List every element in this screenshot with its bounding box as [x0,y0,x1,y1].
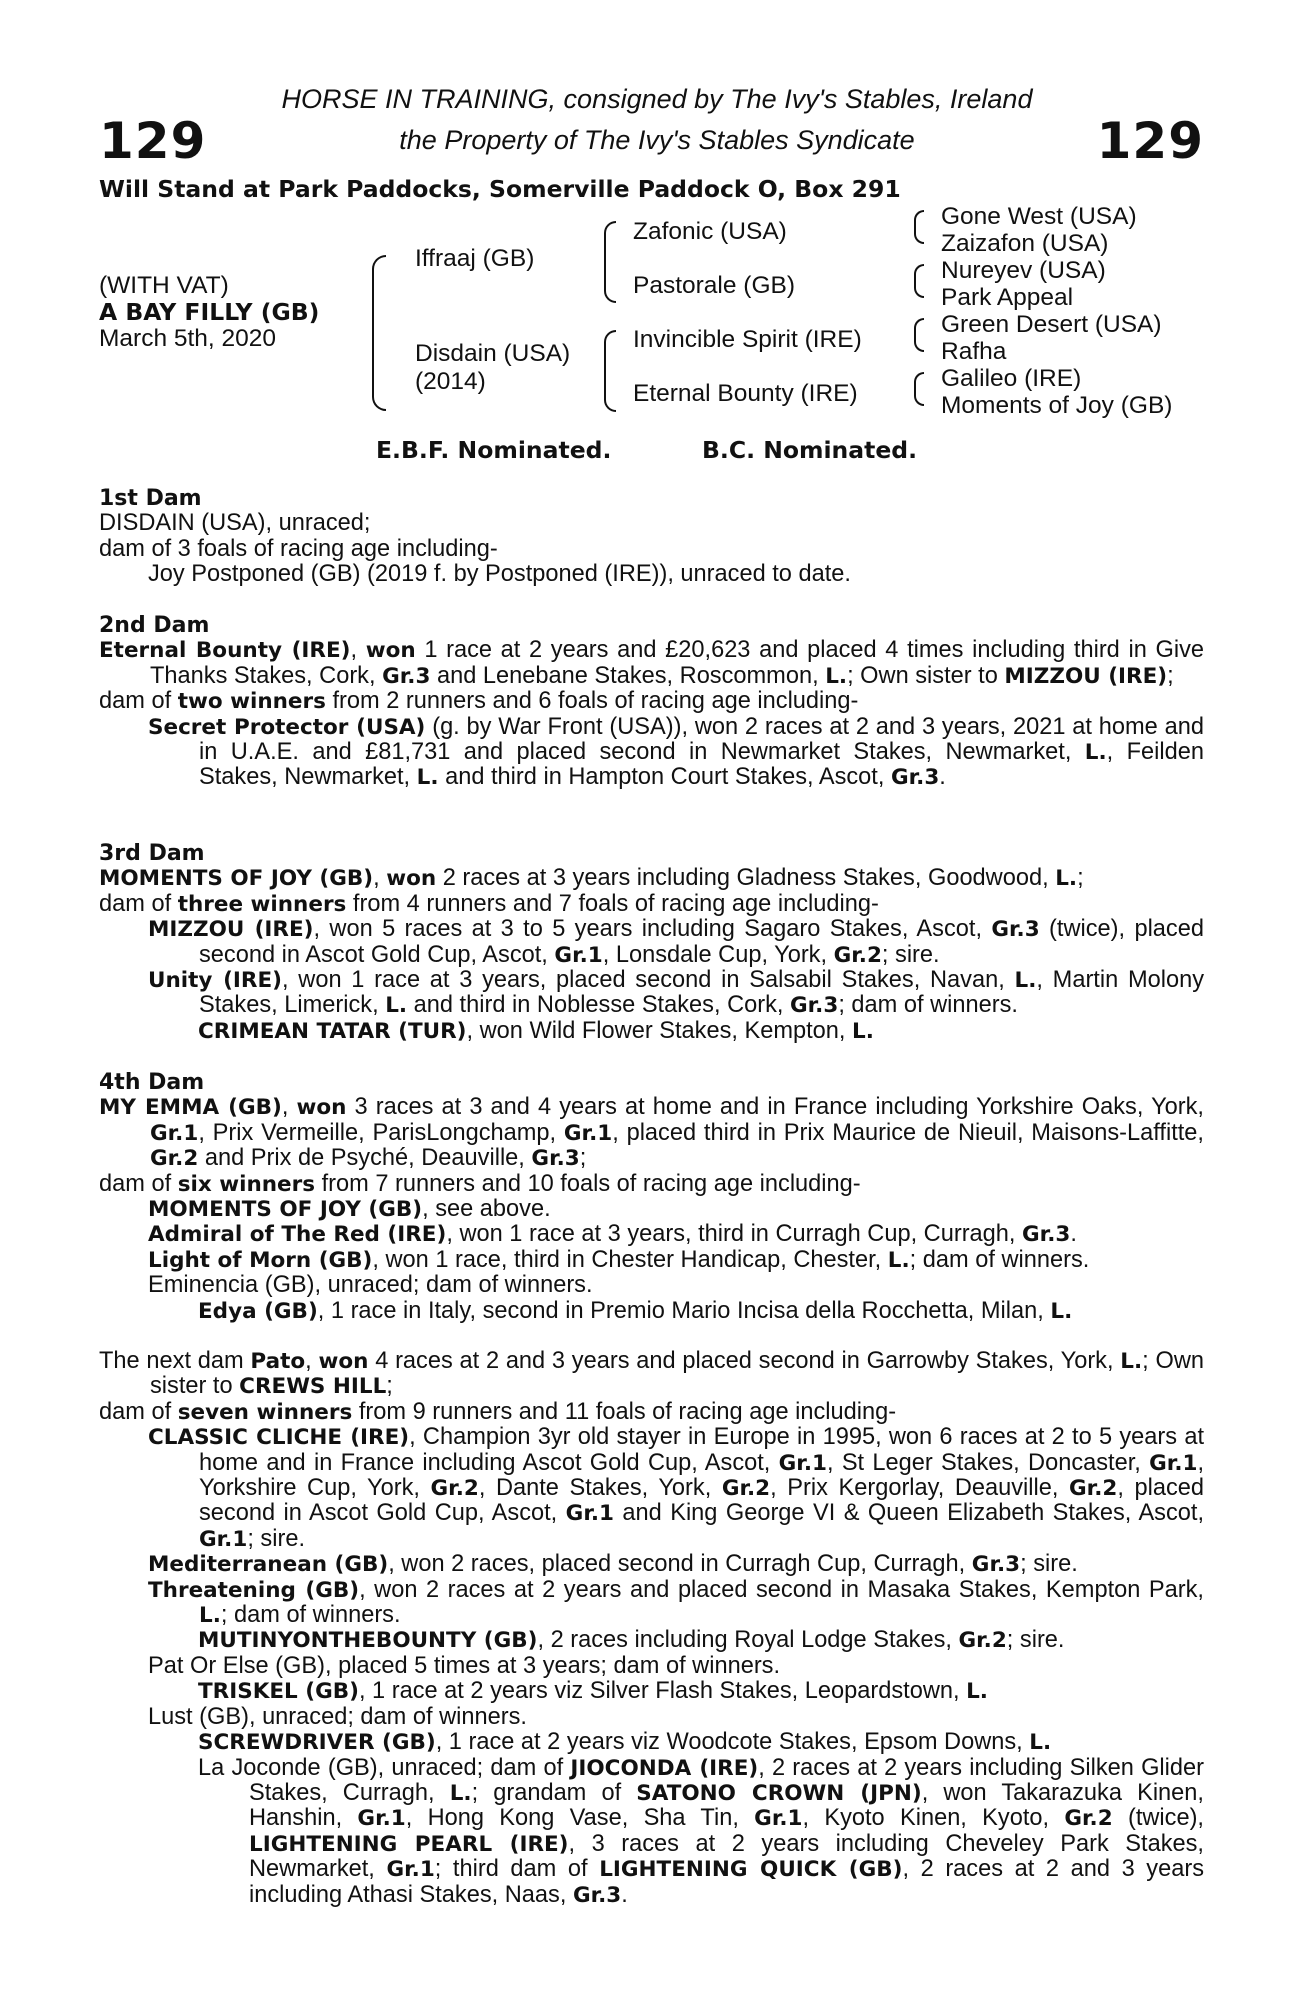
produce-entry: TRISKEL (GB), 1 race at 2 years viz Silver Flash Stakes, Leopardstown, L. [198,1678,988,1705]
gen4-name: Moments of Joy (GB) [941,392,1173,419]
produce-paragraph: dam of two winners from 2 runners and 6 foals of racing age including- [99,688,859,715]
produce-entry: CLASSIC CLICHE (IRE), Champion 3yr old stayer in Europe in 1995, won 6 races at 2 to 5 years at home and in France including Ascot Gold Cup, Ascot, Gr.1, St Leger Stakes, Doncaster, Gr.1, Yorkshire Cup, York, Gr.2, Dante Stakes, York, Gr.2, Prix Kergorlay, Deauville, Gr.2, placed second in Ascot Gold Cup, Ascot, Gr.1 and King George VI & Queen Elizabeth Stakes, Ascot, Gr.1; sire. [148,1424,1205,1552]
produce-entry: Eminencia (GB), unraced; dam of winners. [148,1272,593,1299]
produce-paragraph: dam of six winners from 7 runners and 10 foals of racing age including- [99,1170,861,1197]
produce-entry: Mediterranean (GB), won 2 races, placed second in Curragh Cup, Curragh, Gr.3; sire. [148,1551,1078,1578]
produce-entry: Light of Morn (GB), won 1 race, third in Chester Handicap, Chester, L.; dam of winners. [148,1246,1090,1273]
produce-paragraph: dam of three winners from 4 runners and 7 foals of racing age including- [99,890,879,917]
dam-paragraph: The next dam Pato, won 4 races at 2 and 3 years and placed second in Garrowby Stakes, York, L.; Own sister to CREWS HILL; [99,1348,1204,1400]
produce-entry: MIZZOU (IRE), won 5 races at 3 to 5 years including Sagaro Stakes, Ascot, Gr.3 (twice), placed second in Ascot Gold Cup, Ascot, Gr.1, Lonsdale Cup, York, Gr.2; sire. [148,916,1204,968]
pedigree-brace-g2 [914,264,924,298]
section-heading: 3rd Dam [99,841,205,866]
gen4-name: Rafha [941,338,1007,365]
lot-number-left: 129 [99,112,207,170]
gen4-name: Green Desert (USA) [941,311,1162,338]
pedigree-brace-main [372,255,386,411]
dam-paragraph: DISDAIN (USA), unraced; [99,510,371,537]
produce-entry: Joy Postponed (GB) (2019 f. by Postponed (IRE)), unraced to date. [148,561,851,588]
produce-entry: La Joconde (GB), unraced; dam of JIOCONDA (IRE), 2 races at 2 years including Silken Glider Stakes, Curragh, L.; grandam of SATONO CROWN (JPN), won Takarazuka Kinen, Hanshin, Gr.1, Hong Kong Vase, Sha Tin, Gr.1, Kyoto Kinen, Kyoto, Gr.2 (twice), LIGHTENING PEARL (IRE), 3 races at 2 years including Cheveley Park Stakes, Newmarket, Gr.1; third dam of LIGHTENING QUICK (GB), 2 races at 2 and 3 years including Athasi Stakes, Naas, Gr.3. [198,1754,1204,1908]
dam-year: (2014) [415,368,486,395]
section-heading: 4th Dam [99,1070,205,1095]
ebf-nomination: E.B.F. Nominated. [376,436,612,464]
produce-entry: MUTINYONTHEBOUNTY (GB), 2 races including Royal Lodge Stakes, Gr.2; sire. [198,1627,1065,1654]
pedigree-brace-sire [604,221,616,303]
pedigree-brace-dam [604,330,616,412]
produce-paragraph: dam of seven winners from 9 runners and 11 foals of racing age including- [99,1398,897,1425]
first-dam-section [99,486,1204,588]
gen4-name: Galileo (IRE) [941,365,1082,392]
dam-paragraph: Eternal Bounty (IRE), won 1 race at 2 years and £20,623 and placed 4 times including third in Give Thanks Stakes, Cork, Gr.3 and Lenebane Stakes, Roscommon, L.; Own sister to MIZZOU (IRE); [99,637,1204,689]
foaling-date: March 5th, 2020 [99,325,277,352]
header-consignor: HORSE IN TRAINING, consigned by The Ivy's Stables, Ireland [281,84,1033,114]
lot-number-right: 129 [1096,112,1204,170]
produce-entry: Threatening (GB), won 2 races at 2 years and placed second in Masaka Stakes, Kempton Park, L.; dam of winners. [148,1576,1204,1629]
produce-entry: SCREWDRIVER (GB), 1 race at 2 years viz Woodcote Stakes, Epsom Downs, L. [198,1729,1052,1756]
produce-entry: Secret Protector (USA) (g. by War Front (USA)), won 2 races at 2 and 3 years, 2021 at home and in U.A.E. and £81,731 and placed second in Newmarket Stakes, Newmarket, L., Feilden Stakes, Newmarket, L. and third in Hampton Court Stakes, Ascot, Gr.3. [148,713,1204,791]
gen4-name: Park Appeal [941,284,1074,311]
location-line: Will Stand at Park Paddocks, Somerville Paddock O, Box 291 [99,175,901,203]
gen4-name: Zaizafon (USA) [941,230,1109,257]
gen3-name: Pastorale (GB) [633,272,796,299]
produce-entry: MOMENTS OF JOY (GB), see above. [148,1196,551,1223]
produce-entry: Admiral of The Red (IRE), won 1 race at 3 years, third in Curragh Cup, Curragh, Gr.3. [148,1221,1077,1248]
second-dam-section [99,613,1204,791]
dam-paragraph: MOMENTS OF JOY (GB), won 2 races at 3 years including Gladness Stakes, Goodwood, L.; [99,865,1084,892]
third-dam-section [99,841,1204,1044]
sire-name: Iffraaj (GB) [415,245,535,272]
produce-paragraph: dam of 3 foals of racing age including- [99,535,498,562]
gen4-name: Gone West (USA) [941,203,1137,230]
produce-entry: Pat Or Else (GB), placed 5 times at 3 years; dam of winners. [148,1652,781,1679]
vat-note: (WITH VAT) [99,272,229,299]
gen3-name: Eternal Bounty (IRE) [633,380,858,407]
produce-entry: Lust (GB), unraced; dam of winners. [148,1703,527,1730]
pedigree-brace-g4 [914,372,924,406]
bc-nomination: B.C. Nominated. [702,436,918,464]
dam-name: Disdain (USA) [415,340,571,367]
pedigree-brace-g1 [914,210,924,244]
pedigree-brace-g3 [914,318,924,352]
header-property: the Property of The Ivy's Stables Syndicate [399,125,915,155]
horse-name: A BAY FILLY (GB) [99,298,320,326]
produce-entry: Edya (GB), 1 race in Italy, second in Premio Mario Incisa della Rocchetta, Milan, L. [198,1297,1073,1324]
section-heading: 2nd Dam [99,613,210,638]
fourth-dam-section [99,1070,1204,1324]
gen4-name: Nureyev (USA) [941,257,1106,284]
section-heading: 1st Dam [99,486,202,511]
produce-entry: Unity (IRE), won 1 race at 3 years, placed second in Salsabil Stakes, Navan, L., Martin Molony Stakes, Limerick, L. and third in Noblesse Stakes, Cork, Gr.3; dam of winners. [148,967,1205,1019]
next-dam-section [99,1349,1204,1908]
produce-entry: CRIMEAN TATAR (TUR), won Wild Flower Stakes, Kempton, L. [198,1017,874,1044]
dam-paragraph: MY EMMA (GB), won 3 races at 3 and 4 years at home and in France including Yorkshire Oaks, York, Gr.1, Prix Vermeille, ParisLongchamp, Gr.1, placed third in Prix Maurice de Nieuil, Maisons-Laffitte, Gr.2 and Prix de Psyché, Deauville, Gr.3; [99,1094,1204,1172]
gen3-name: Invincible Spirit (IRE) [633,326,862,353]
gen3-name: Zafonic (USA) [633,218,787,245]
